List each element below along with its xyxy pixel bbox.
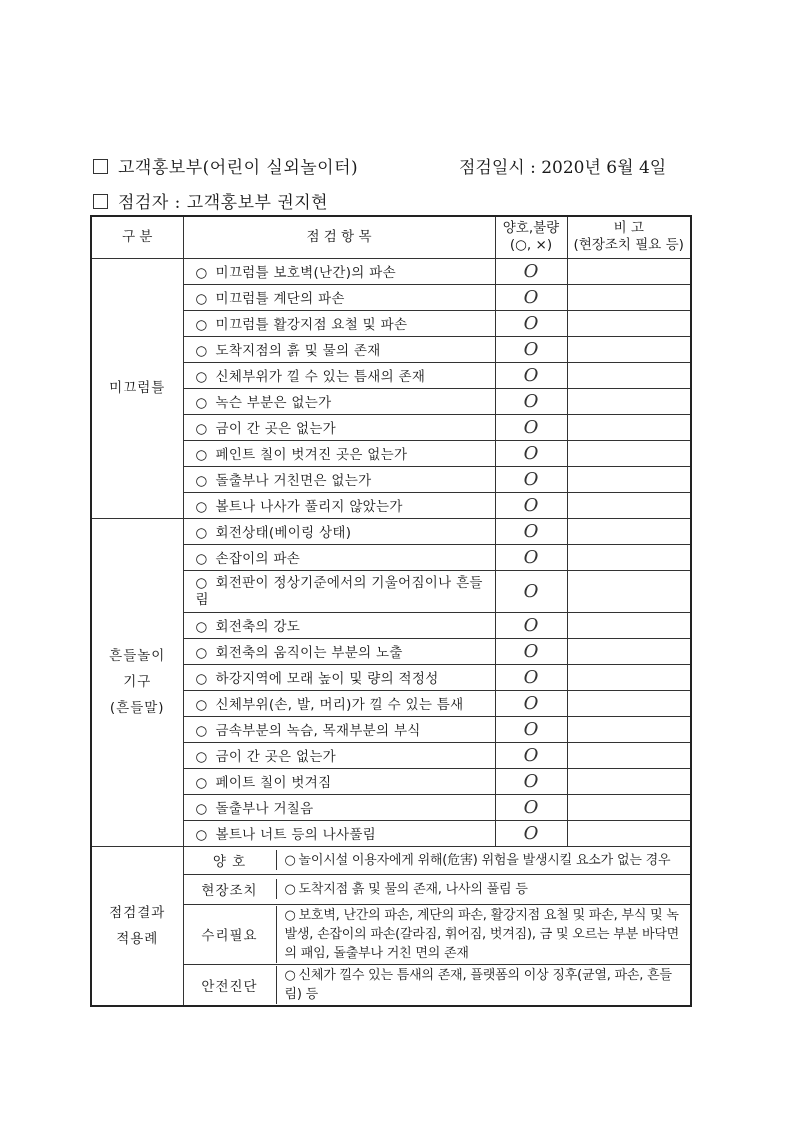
bullet-icon: ○ <box>195 619 208 635</box>
result-row-repair <box>183 904 691 964</box>
bullet-icon: ○ <box>195 525 208 541</box>
check-item: ○ 회전축의 강도 <box>183 612 495 638</box>
remark-cell <box>567 664 691 690</box>
check-item: ○ 미끄럼틀 보호벽(난간)의 파손 <box>183 258 495 284</box>
bullet-icon: ○ <box>195 421 208 437</box>
result-mark: O <box>495 638 567 664</box>
header-remark-line2: (현장조치 필요 등) <box>573 237 684 254</box>
result-row-onsite <box>183 874 691 904</box>
result-text: ○ 놀이시설 이용자에게 위해(危害) 위험을 발생시킬 요소가 없는 경우 <box>284 852 671 868</box>
check-item: ○ 하강지역에 모래 높이 및 량의 적정성 <box>183 664 495 690</box>
category-slide: 미끄럼틀 <box>91 258 183 518</box>
bullet-icon: ○ <box>195 473 208 489</box>
result-mark: O <box>495 794 567 820</box>
check-item: ○ 녹슨 부분은 없는가 <box>183 388 495 414</box>
inspection-date: 점검일시 : 2020년 6월 4일 <box>459 158 667 178</box>
result-label: 양 호 <box>184 850 277 870</box>
result-mark: O <box>495 612 567 638</box>
remark-cell <box>567 492 691 518</box>
check-item: ○ 손잡이의 파손 <box>183 544 495 570</box>
check-item: ○ 돌출부나 거칠음 <box>183 794 495 820</box>
remark-cell <box>567 336 691 362</box>
bullet-icon: ○ <box>195 499 208 515</box>
bullet-icon: ○ <box>195 827 208 843</box>
header-remark-line1: 비 고 <box>613 220 644 237</box>
header-result-line1: 양호,불량 <box>502 220 560 237</box>
result-mark: O <box>495 768 567 794</box>
check-item: ○ 돌출부나 거친면은 없는가 <box>183 466 495 492</box>
check-item: ○ 신체부위가 낄 수 있는 틈새의 존재 <box>183 362 495 388</box>
check-item: ○ 볼트나 너트 등의 나사풀림 <box>183 820 495 846</box>
bullet-icon: ○ <box>195 723 208 739</box>
check-item: ○ 금속부분의 녹슴, 목재부분의 부식 <box>183 716 495 742</box>
result-mark: O <box>495 716 567 742</box>
result-mark: O <box>495 690 567 716</box>
result-mark: O <box>495 336 567 362</box>
result-mark: O <box>495 544 567 570</box>
remark-cell <box>567 820 691 846</box>
result-row-good <box>183 846 691 874</box>
result-mark: O <box>495 570 567 612</box>
check-item: ○ 페인트 칠이 벗겨진 곳은 없는가 <box>183 440 495 466</box>
check-item: ○ 미끄럼틀 활강지점 요철 및 파손 <box>183 310 495 336</box>
bullet-icon: ○ <box>195 447 208 463</box>
remark-cell <box>567 768 691 794</box>
check-item: ○ 금이 간 곳은 없는가 <box>183 742 495 768</box>
check-item: ○ 회전상태(베이링 상태) <box>183 518 495 544</box>
remark-cell <box>567 466 691 492</box>
result-row-safety <box>183 964 691 1006</box>
remark-cell <box>567 638 691 664</box>
remark-cell <box>567 258 691 284</box>
bullet-icon: ○ <box>284 967 296 983</box>
bullet-icon: ○ <box>195 551 208 567</box>
bullet-icon: ○ <box>195 369 208 385</box>
remark-cell <box>567 690 691 716</box>
header-result <box>495 216 567 258</box>
remark-cell <box>567 388 691 414</box>
remark-cell <box>567 570 691 612</box>
check-item: ○ 회전판이 정상기준에서의 기울어짐이나 흔들림 <box>183 570 495 612</box>
check-item: ○ 신체부위(손, 발, 머리)가 낄 수 있는 틈새 <box>183 690 495 716</box>
bullet-icon: ○ <box>195 265 208 281</box>
remark-cell <box>567 742 691 768</box>
check-item: ○ 페이트 칠이 벗겨짐 <box>183 768 495 794</box>
department-title: 고객홍보부(어린이 실외놀이터) <box>118 158 359 178</box>
bullet-icon: ○ <box>195 697 208 713</box>
result-mark: O <box>495 440 567 466</box>
bullet-icon: ○ <box>195 575 208 591</box>
header-result-line2: (○, ×) <box>509 237 553 254</box>
remark-cell <box>567 716 691 742</box>
check-item: ○ 회전축의 움직이는 부분의 노출 <box>183 638 495 664</box>
remark-cell <box>567 794 691 820</box>
header-items: 점 검 항 목 <box>183 216 495 258</box>
result-mark: O <box>495 742 567 768</box>
result-mark: O <box>495 258 567 284</box>
bullet-icon: ○ <box>195 395 208 411</box>
result-label: 현장조치 <box>184 879 277 899</box>
bullet-icon: ○ <box>195 749 208 765</box>
result-mark: O <box>495 492 567 518</box>
header-title-line <box>93 153 358 178</box>
result-mark: O <box>495 310 567 336</box>
bullet-icon: ○ <box>195 775 208 791</box>
remark-cell <box>567 518 691 544</box>
bullet-icon: ○ <box>195 801 208 817</box>
header-category: 구 분 <box>91 216 183 258</box>
checkbox-icon <box>93 159 108 174</box>
result-label: 안전진단 <box>184 966 277 1004</box>
remark-cell <box>567 310 691 336</box>
bullet-icon: ○ <box>195 317 208 333</box>
bullet-icon: ○ <box>195 291 208 307</box>
bullet-icon: ○ <box>284 852 296 868</box>
remark-cell <box>567 440 691 466</box>
result-mark: O <box>495 388 567 414</box>
check-item: ○ 미끄럼틀 계단의 파손 <box>183 284 495 310</box>
remark-cell <box>567 284 691 310</box>
remark-cell <box>567 362 691 388</box>
remark-cell <box>567 544 691 570</box>
result-mark: O <box>495 664 567 690</box>
inspection-table <box>90 215 692 1007</box>
result-mark: O <box>495 362 567 388</box>
result-mark: O <box>495 414 567 440</box>
bullet-icon: ○ <box>195 671 208 687</box>
check-item: ○ 금이 간 곳은 없는가 <box>183 414 495 440</box>
result-label: 수리필요 <box>184 906 277 963</box>
remark-cell <box>567 414 691 440</box>
inspector-name: 점검자 : 고객홍보부 권지현 <box>118 193 329 213</box>
header-remark <box>567 216 691 258</box>
checkbox-icon <box>93 194 108 209</box>
result-mark: O <box>495 518 567 544</box>
bullet-icon: ○ <box>195 343 208 359</box>
result-mark: O <box>495 284 567 310</box>
check-item: ○ 도착지점의 흙 및 물의 존재 <box>183 336 495 362</box>
check-item: ○ 볼트나 나사가 풀리지 않았는가 <box>183 492 495 518</box>
result-mark: O <box>495 820 567 846</box>
result-text: ○ 신체가 낄수 있는 틈새의 존재, 플랫폼의 이상 징후(균열, 파손, 흔들림) 등 <box>284 967 672 1002</box>
result-text: ○ 도착지점 흙 및 물의 존재, 나사의 풀림 등 <box>284 881 528 897</box>
result-mark: O <box>495 466 567 492</box>
header-inspector-line <box>93 188 328 213</box>
bullet-icon: ○ <box>195 645 208 661</box>
bullet-icon: ○ <box>284 907 296 923</box>
result-text: ○ 보호벽, 난간의 파손, 계단의 파손, 활강지점 요철 및 파손, 부식 및 녹 발생, 손잡이의 파손(갈라짐, 휘어짐, 벗겨짐), 금 및 오르는 부분 바닥면의 패임, 돌출부나 거친 면의 존재 <box>284 907 680 961</box>
remark-cell <box>567 612 691 638</box>
bullet-icon: ○ <box>284 881 296 897</box>
category-results: 점검결과 적용례 <box>91 846 183 1006</box>
category-rocking-ride: 흔들놀이 기구 (흔들말) <box>91 518 183 846</box>
